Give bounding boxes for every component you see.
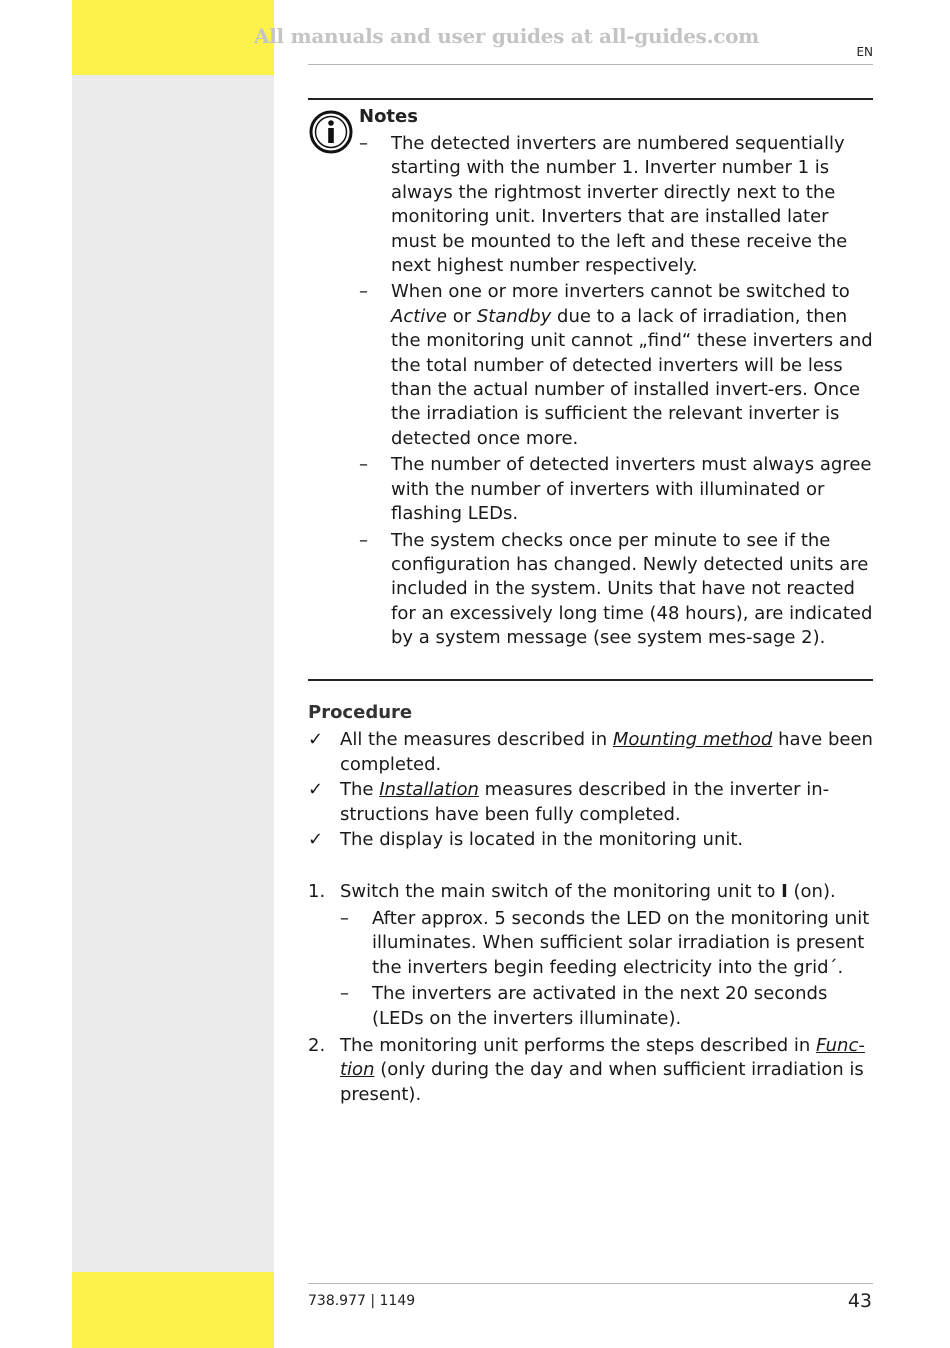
accent-bar-top xyxy=(72,0,274,75)
bullet-dash: – xyxy=(340,907,349,929)
notes-bottom-rule xyxy=(308,679,873,681)
step-number: 1. xyxy=(308,880,326,902)
text-part: measures described in the inverter in-structions have been fully completed. xyxy=(340,779,830,825)
checkmark-icon: ✓ xyxy=(308,729,324,750)
step-result-item xyxy=(340,982,878,1031)
bullet-dash: – xyxy=(359,529,368,551)
notes-box xyxy=(359,104,879,651)
note-item xyxy=(359,132,879,278)
note-text xyxy=(391,280,879,451)
step-text xyxy=(340,881,836,902)
footer-divider xyxy=(308,1283,873,1284)
bullet-dash: – xyxy=(340,983,349,1005)
text-part: (on). xyxy=(787,880,836,902)
procedure-step xyxy=(308,1034,878,1108)
prerequisite-text xyxy=(340,729,873,775)
text-part: The xyxy=(340,779,380,801)
bullet-dash: – xyxy=(359,281,368,303)
note-text-part: When one or more inverters cannot be switched to xyxy=(391,281,850,303)
prerequisite-item xyxy=(308,828,878,853)
watermark: All manuals and user guides at all-guides.com xyxy=(254,24,760,48)
note-text-part: or xyxy=(447,305,477,327)
notes-top-rule xyxy=(308,98,873,100)
document-number: 738.977 | 1149 xyxy=(308,1293,416,1309)
info-circle-icon xyxy=(309,110,353,154)
link-installation[interactable]: Installation xyxy=(379,779,479,801)
step-text xyxy=(340,1035,865,1105)
emphasis-standby: Standby xyxy=(476,305,552,327)
step-result-item xyxy=(340,907,878,981)
switch-position-label: I xyxy=(781,880,788,902)
text-part: have been completed. xyxy=(340,729,873,775)
prerequisite-text xyxy=(340,779,829,825)
note-text: The number of detected inverters must always agree with the number of inverters with illuminated or flashing LEDs. xyxy=(391,454,872,525)
note-text: The detected inverters are numbered sequentially starting with the number 1. Inverter number 1 is always the rightmost inverter directly next to the monitoring unit. Inverters that are installed later must be mounted to the left and these receive the next highest number respectively. xyxy=(391,133,848,277)
text-part: The monitoring unit performs the steps described in xyxy=(340,1034,816,1056)
text-part: Switch the main switch of the monitoring unit to xyxy=(340,880,782,902)
step-result-text: The inverters are activated in the next 20 seconds (LEDs on the inverters illuminate). xyxy=(372,983,828,1029)
prerequisite-item xyxy=(308,778,878,827)
procedure-section xyxy=(308,700,878,1107)
prerequisite-item xyxy=(308,728,878,777)
checkmark-icon: ✓ xyxy=(308,779,324,801)
page-number: 43 xyxy=(847,1290,872,1312)
procedure-step xyxy=(308,880,878,1032)
emphasis-active: Active xyxy=(391,305,447,327)
bullet-dash: – xyxy=(359,133,368,154)
text-part: All the measures described in xyxy=(340,729,613,750)
text-part: (only during the day and when sufficient irradiation is present). xyxy=(340,1059,864,1105)
bullet-dash: – xyxy=(359,454,368,476)
note-text: The system checks once per minute to see if the configuration has changed. Newly detected units are included in the system. Units that have not reacted for an excessively long time (48 hours), are indicated by a system message (see system mes-sage 2). xyxy=(391,529,873,649)
checkmark-icon: ✓ xyxy=(308,829,324,851)
link-function[interactable]: Func-tion xyxy=(340,1034,865,1081)
language-label: EN xyxy=(856,45,873,59)
sidebar-band xyxy=(72,0,274,1348)
procedure-title: Procedure xyxy=(308,702,413,723)
step-number: 2. xyxy=(308,1034,326,1056)
header-divider xyxy=(308,64,873,65)
link-mounting-method[interactable]: Mounting method xyxy=(612,729,773,750)
note-item xyxy=(359,280,879,451)
accent-bar-bottom xyxy=(72,1272,274,1348)
note-text-part: due to a lack of irradiation, then the monitoring unit cannot „find“ these inverters and the total number of detected inverters will be less than the actual number of installed invert-ers. Once the irradiation is sufficient the relevant inverter is detected once more. xyxy=(391,305,873,449)
step-result-text: After approx. 5 seconds the LED on the monitoring unit illuminates. When sufficient solar irradiation is present the inverters begin feeding electricity into the grid´. xyxy=(372,907,870,978)
note-item xyxy=(359,529,879,651)
prerequisite-text: The display is located in the monitoring unit. xyxy=(340,829,744,851)
notes-title: Notes xyxy=(359,106,418,127)
note-item xyxy=(359,453,879,526)
